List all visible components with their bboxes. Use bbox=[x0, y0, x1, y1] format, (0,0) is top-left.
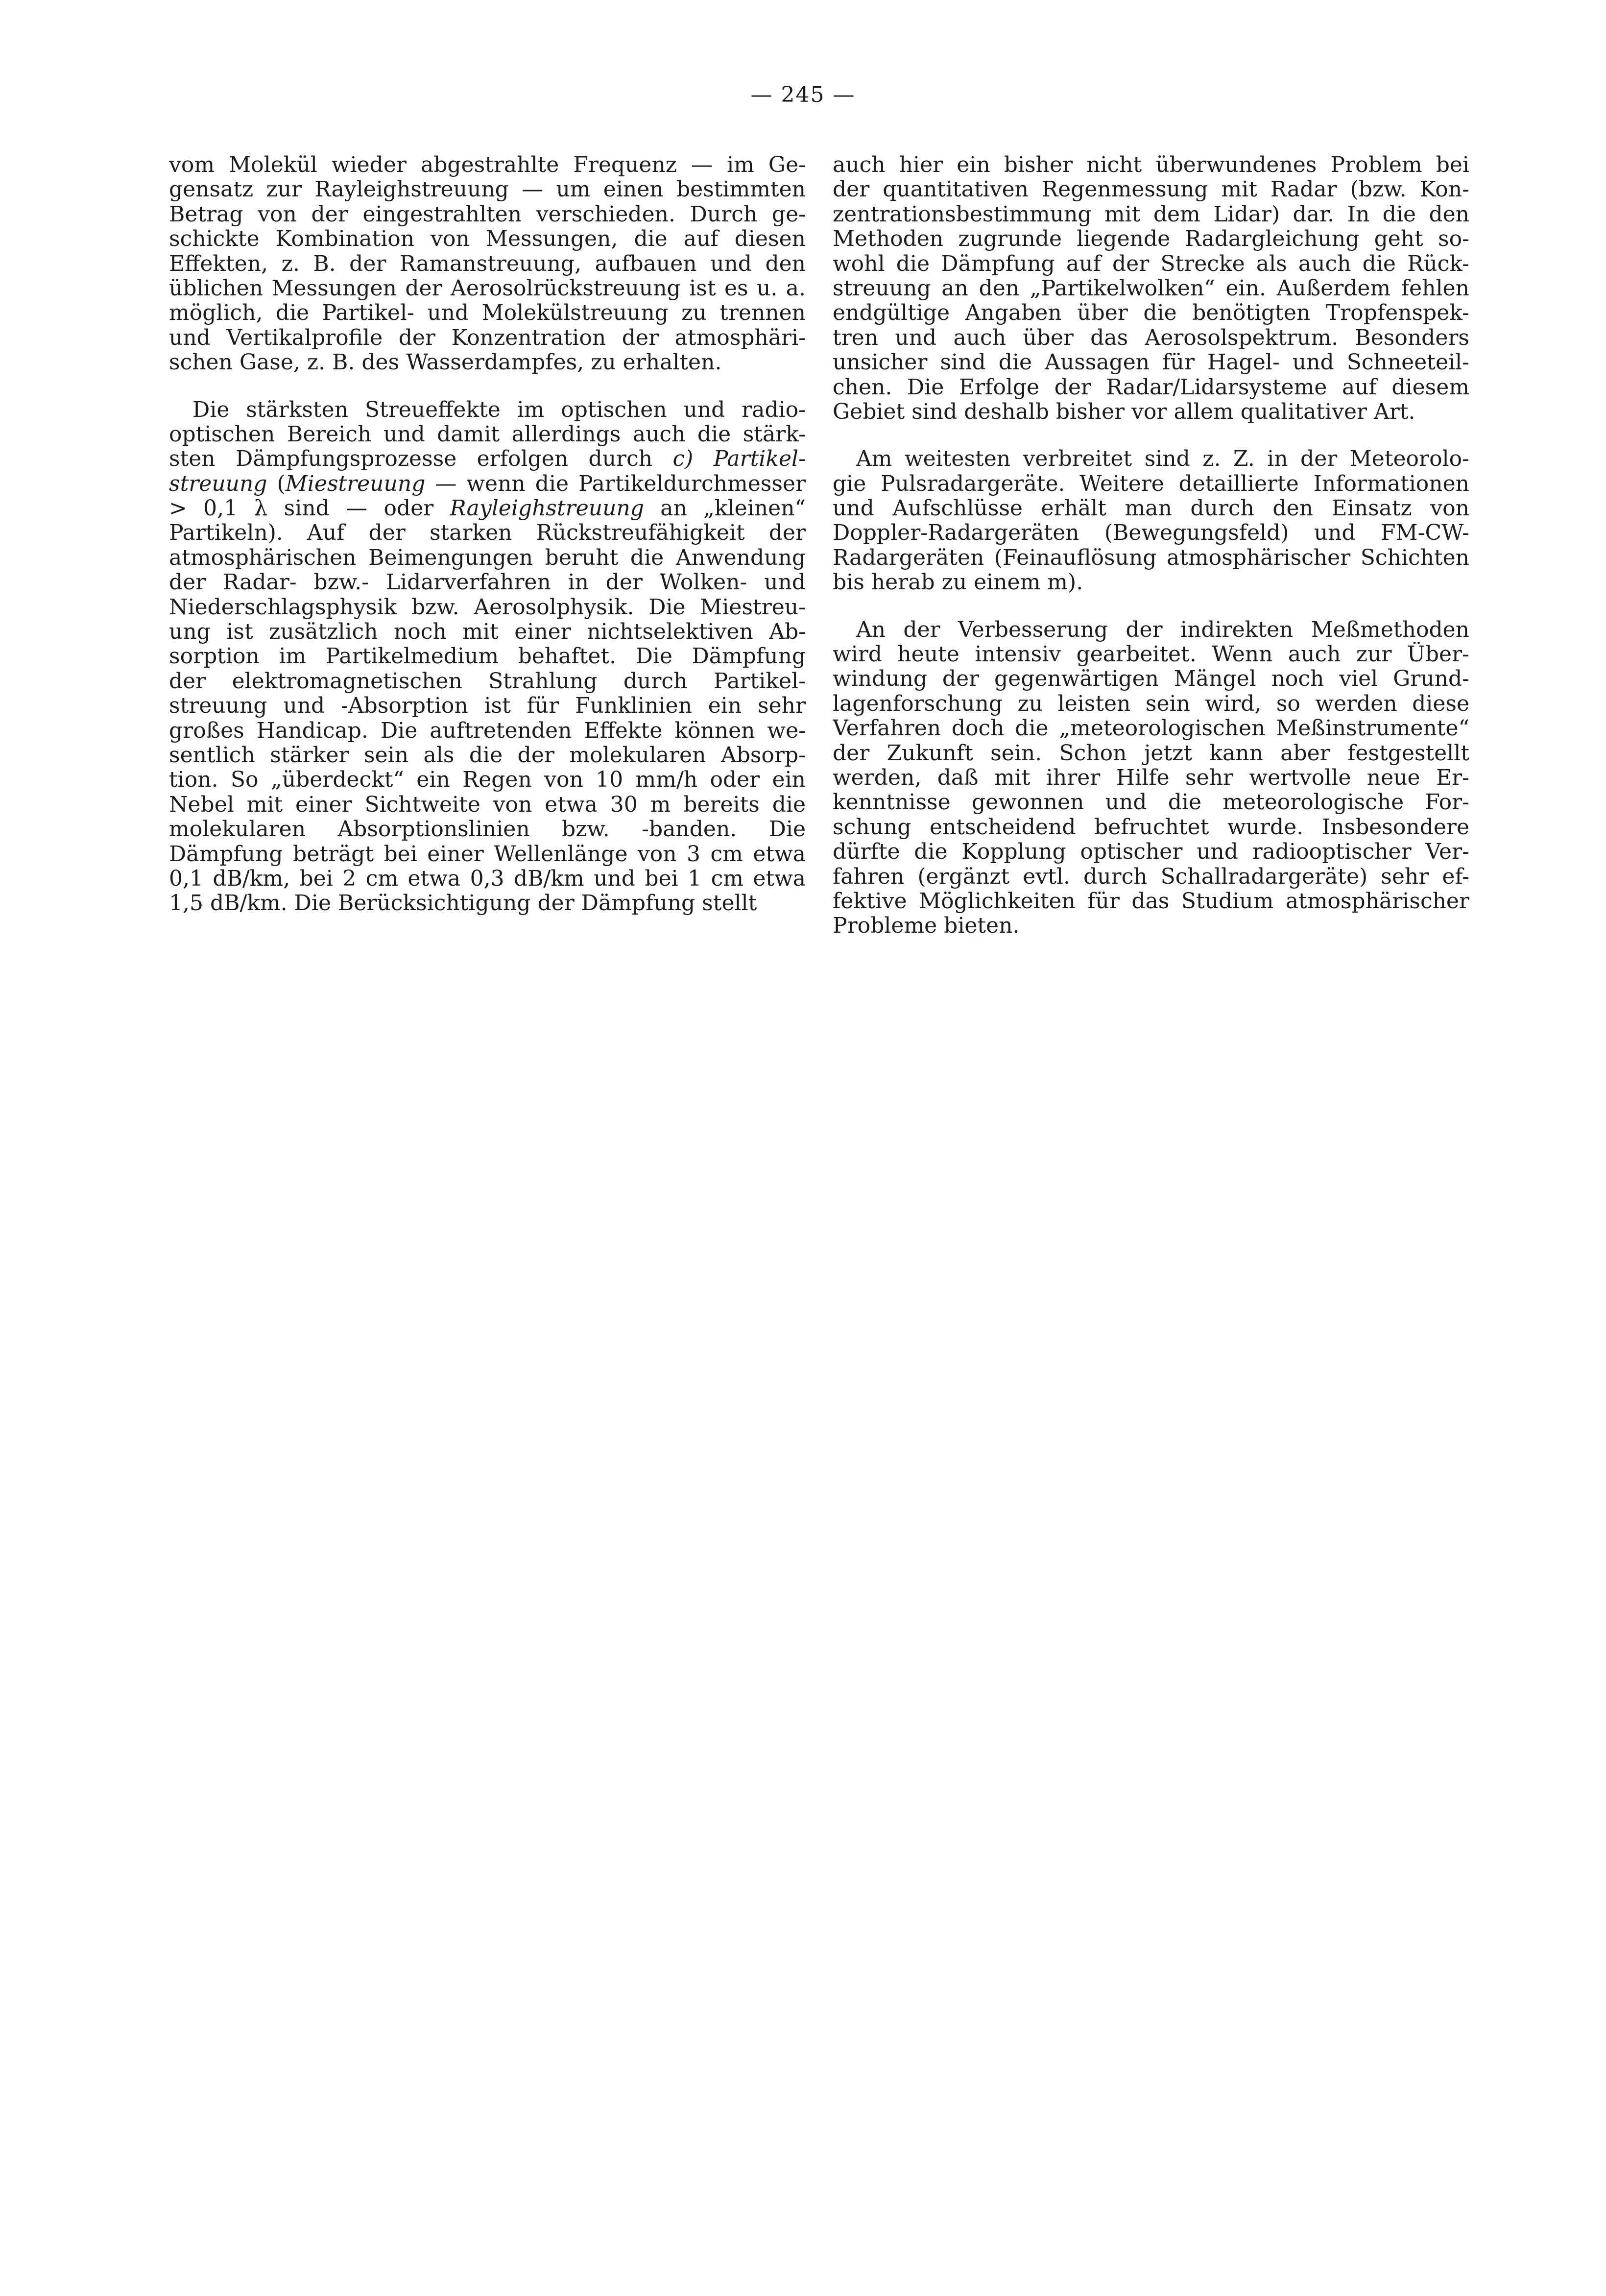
text-line: sentlich stärker sein als die der molekularen Absorp- bbox=[169, 743, 806, 768]
text-line: Radargeräten (Feinauflösung atmosphärischer Schichten bbox=[833, 545, 1469, 570]
text-line: Methoden zugrunde liegende Radargleichung geht so- bbox=[833, 227, 1469, 252]
paragraph bbox=[169, 398, 806, 916]
text-line: sorption im Partikelmedium behaftet. Die Dämpfung bbox=[169, 644, 806, 669]
text-line: An der Verbesserung der indirekten Meßmethoden bbox=[856, 617, 1469, 642]
text-line: üblichen Messungen der Aerosolrückstreuung ist es u. a. bbox=[169, 276, 806, 301]
text-line: Dämpfung beträgt bei einer Wellenlänge von 3 cm etwa bbox=[169, 842, 806, 867]
text-line: auch hier ein bisher nicht überwundenes Problem bei bbox=[833, 153, 1469, 177]
text-line: der quantitativen Regenmessung mit Radar (bzw. Kon- bbox=[833, 177, 1469, 202]
text-line: windung der gegenwärtigen Mängel noch viel Grund- bbox=[833, 667, 1469, 692]
text-line: zentrationsbestimmung mit dem Lidar) dar. In die den bbox=[833, 202, 1469, 227]
paragraph bbox=[169, 153, 806, 375]
text-line: Probleme bieten. bbox=[833, 914, 1020, 939]
text-line: großes Handicap. Die auftretenden Effekte können we- bbox=[169, 718, 806, 743]
text-line: Nebel mit einer Sichtweite von etwa 30 m bereits die bbox=[169, 792, 806, 817]
text-line: tion. So „überdeckt“ ein Regen von 10 mm/h oder ein bbox=[169, 768, 806, 793]
text-line: 1,5 dB/km. Die Berücksichtigung der Dämpfung stellt bbox=[169, 891, 757, 916]
text-line: unsicher sind die Aussagen für Hagel- und Schneeteil- bbox=[833, 350, 1469, 375]
text-line: dürfte die Kopplung optischer und radiooptischer Ver- bbox=[833, 840, 1469, 865]
text-line: Betrag von der eingestrahlten verschieden. Durch ge- bbox=[169, 202, 806, 227]
text-line: wohl die Dämpfung auf der Strecke als auch die Rück- bbox=[833, 251, 1469, 276]
text-line: Gebiet sind deshalb bisher vor allem qualitativer Art. bbox=[833, 399, 1415, 424]
text-line: möglich, die Partikel- und Molekülstreuung zu trennen bbox=[169, 301, 806, 326]
text-line: streuung an den „Partikelwolken“ ein. Außerdem fehlen bbox=[833, 276, 1469, 301]
text-line: der Zukunft sein. Schon jetzt kann aber festgestellt bbox=[833, 741, 1469, 766]
text-line: schen Gase, z. B. des Wasserdampfes, zu erhalten. bbox=[169, 350, 722, 375]
text-line: Doppler-Radargeräten (Bewegungsfeld) und FM-CW- bbox=[833, 521, 1469, 546]
text-line: tren und auch über das Aerosolspektrum. Besonders bbox=[833, 325, 1469, 350]
text-line: streuung und -Absorption ist für Funklinien ein sehr bbox=[169, 694, 806, 719]
text-line: und Vertikalprofile der Konzentration der atmosphäri- bbox=[169, 325, 806, 350]
text-line: Die stärksten Streueffekte im optischen und radio- bbox=[192, 397, 806, 422]
text-line: werden, daß mit ihrer Hilfe sehr wertvolle neue Er- bbox=[833, 765, 1469, 790]
text-line: fahren (ergänzt evtl. durch Schallradargeräte) sehr ef- bbox=[833, 864, 1469, 889]
text-line: vom Molekül wieder abgestrahlte Frequenz — im Ge- bbox=[169, 153, 806, 177]
text-line: Verfahren doch die „meteorologischen Meßinstrumente“ bbox=[833, 716, 1469, 741]
text-line: schickte Kombination von Messungen, die auf diesen bbox=[169, 227, 806, 252]
text-line: gie Pulsradargeräte. Weitere detaillierte Informationen bbox=[833, 471, 1469, 496]
text-line: gensatz zur Rayleighstreuung — um einen bestimmten bbox=[169, 177, 806, 202]
text-line: streuung (Miestreuung — wenn die Partikeldurchmesser bbox=[169, 471, 806, 496]
text-line: sten Dämpfungsprozesse erfolgen durch c) Partikel- bbox=[169, 447, 806, 472]
text-line: 0,1 dB/km, bei 2 cm etwa 0,3 dB/km und bei 1 cm etwa bbox=[169, 866, 806, 891]
text-line: Niederschlagsphysik bzw. Aerosolphysik. Die Miestreu- bbox=[169, 595, 806, 620]
text-line: Partikeln). Auf der starken Rückstreufähigkeit der bbox=[169, 521, 806, 546]
text-line: der elektromagnetischen Strahlung durch Partikel- bbox=[169, 669, 806, 694]
right-column bbox=[833, 153, 1469, 939]
paragraph bbox=[833, 618, 1469, 939]
paragraph bbox=[833, 153, 1469, 424]
text-line: fektive Möglichkeiten für das Studium atmosphärischer bbox=[833, 889, 1469, 914]
text-line: schung entscheidend befruchtet wurde. Insbesondere bbox=[833, 815, 1469, 840]
text-line: > 0,1 λ sind — oder Rayleighstreuung an „kleinen“ bbox=[169, 496, 806, 521]
text-line: endgültige Angaben über die benötigten Tropfenspek- bbox=[833, 301, 1469, 326]
text-line: kenntnisse gewonnen und die meteorologische For- bbox=[833, 790, 1469, 815]
page-number: — 245 — bbox=[750, 82, 856, 107]
text-line: wird heute intensiv gearbeitet. Wenn auch zur Über- bbox=[833, 642, 1469, 667]
text-line: chen. Die Erfolge der Radar/Lidarsysteme auf diesem bbox=[833, 375, 1469, 400]
text-line: optischen Bereich und damit allerdings auch die stärk- bbox=[169, 422, 806, 447]
text-line: ung ist zusätzlich noch mit einer nichtselektiven Ab- bbox=[169, 620, 806, 645]
text-line: molekularen Absorptionslinien bzw. -banden. Die bbox=[169, 817, 806, 842]
text-line: der Radar- bzw.- Lidarverfahren in der Wolken- und bbox=[169, 570, 806, 595]
text-line: und Aufschlüsse erhält man durch den Einsatz von bbox=[833, 496, 1469, 521]
text-line: atmosphärischen Beimengungen beruht die Anwendung bbox=[169, 545, 806, 570]
text-line: lagenforschung zu leisten sein wird, so werden diese bbox=[833, 691, 1469, 716]
paragraph bbox=[833, 447, 1469, 595]
left-column bbox=[169, 153, 806, 916]
text-line: bis herab zu einem m). bbox=[833, 570, 1083, 595]
text-line: Effekten, z. B. der Ramanstreuung, aufbauen und den bbox=[169, 251, 806, 276]
text-line: Am weitesten verbreitet sind z. Z. in der Meteorolo- bbox=[856, 447, 1469, 472]
